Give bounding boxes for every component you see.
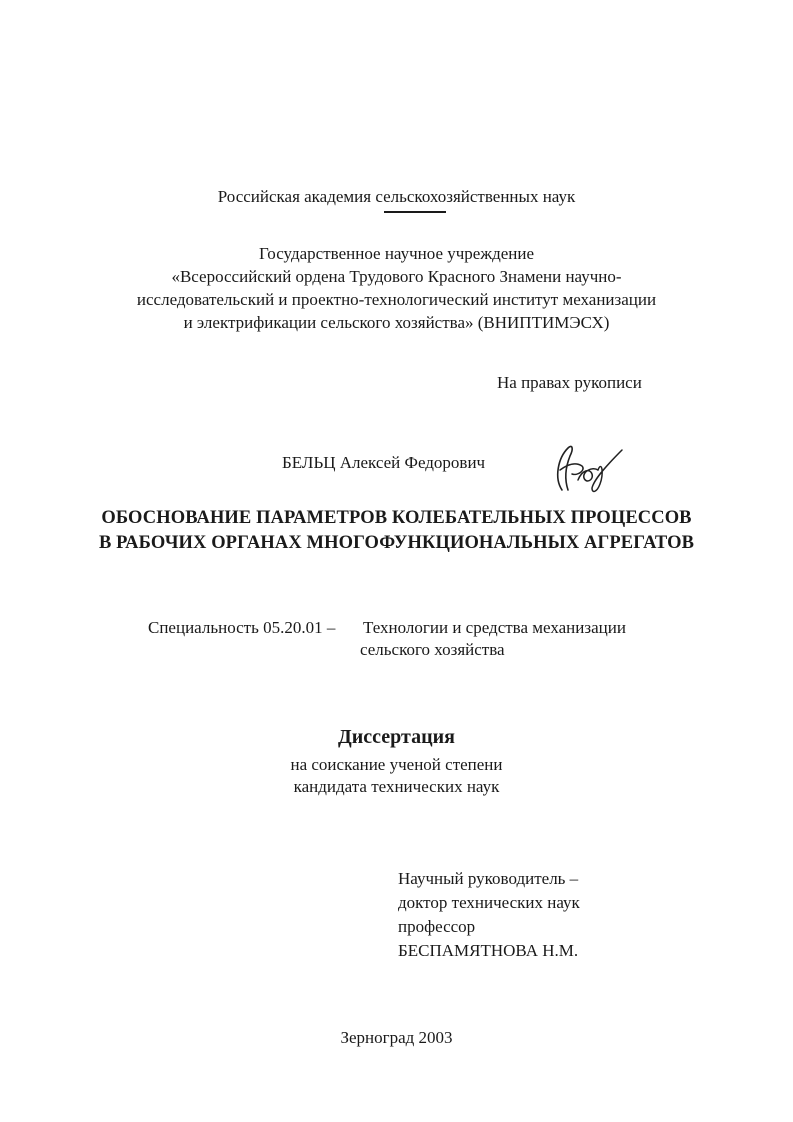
supervisor-line: БЕСПАМЯТНОВА Н.М.: [398, 941, 579, 960]
supervisor-line: профессор: [398, 917, 476, 936]
author-signature: [548, 440, 626, 496]
academy-name: Российская академия сельскохозяйственных наук: [217, 187, 576, 206]
academy-underline: [384, 211, 446, 213]
document-type: Диссертация: [338, 726, 455, 748]
specialty-value-continued: сельского хозяйства: [360, 640, 505, 659]
author-name: БЕЛЬЦ Алексей Федорович: [282, 453, 486, 472]
supervisor-line: Научный руководитель –: [398, 869, 579, 888]
manuscript-rights: На правах рукописи: [497, 373, 642, 392]
institution-line: Государственное научное учреждение: [258, 244, 535, 263]
specialty-value: Технологии и средства механизации: [363, 618, 626, 637]
title-line: ОБОСНОВАНИЕ ПАРАМЕТРОВ КОЛЕБАТЕЛЬНЫХ ПРОЦЕССОВ: [101, 508, 692, 528]
specialty-label: Специальность 05.20.01 –: [148, 618, 336, 637]
degree-line: на соискание ученой степени: [290, 755, 503, 774]
institution-block: [0, 242, 793, 334]
supervisor-line: доктор технических наук: [398, 893, 580, 912]
institution-line: «Всероссийский ордена Трудового Красного Знамени научно-: [171, 267, 622, 286]
place-and-year: Зерноград 2003: [340, 1028, 453, 1047]
title-line: В РАБОЧИХ ОРГАНАХ МНОГОФУНКЦИОНАЛЬНЫХ АГРЕГАТОВ: [98, 533, 695, 553]
dissertation-title: [0, 506, 793, 556]
institution-line: и электрификации сельского хозяйства» (ВНИПТИМЭСХ): [183, 313, 610, 332]
degree-description: [0, 754, 793, 798]
degree-line: кандидата технических наук: [293, 777, 500, 796]
supervisor-block: [398, 867, 580, 963]
institution-line: исследовательский и проектно-технологический институт механизации: [136, 290, 657, 309]
